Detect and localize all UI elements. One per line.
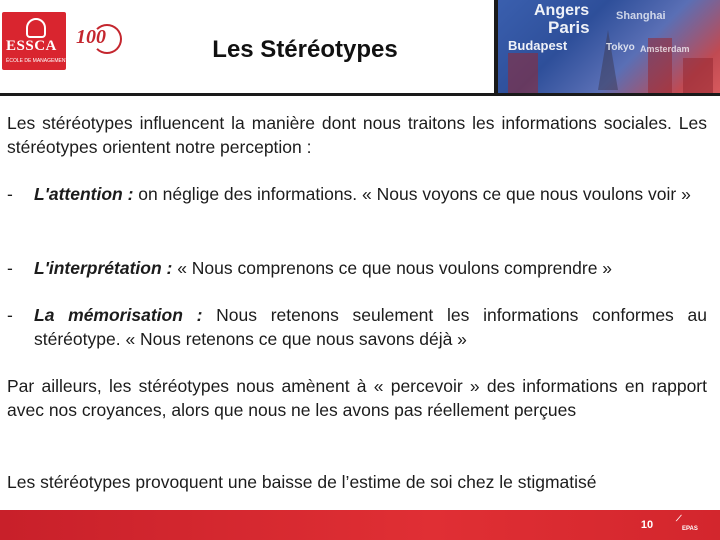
bullet-dash: - bbox=[7, 184, 13, 204]
list-item bbox=[7, 303, 707, 351]
anniversary-number: 100 bbox=[76, 26, 106, 48]
essca-logo-word: ESSCA bbox=[6, 38, 57, 54]
slide-header bbox=[0, 0, 720, 95]
bullet-body: « Nous comprenons ce que nous voulons comprendre » bbox=[172, 258, 613, 278]
slide-title: Les Stéréotypes bbox=[212, 36, 398, 63]
epas-label: EPAS bbox=[682, 526, 698, 532]
building-shape bbox=[508, 53, 538, 93]
bullet-term: L'interprétation : bbox=[34, 258, 173, 278]
banner-city: Budapest bbox=[508, 38, 568, 53]
anniversary-logo bbox=[74, 20, 118, 68]
paragraph-self-esteem: Les stéréotypes provoquent une baisse de l’estime de soi chez le stigmatisé bbox=[7, 472, 597, 492]
building-shape bbox=[683, 58, 713, 93]
epas-logo bbox=[670, 514, 714, 536]
bullet-dash: - bbox=[7, 258, 13, 278]
bullet-text bbox=[34, 303, 707, 351]
page-number: 10 bbox=[640, 519, 654, 531]
bullet-term: L'attention : bbox=[34, 184, 134, 204]
banner-city: Amsterdam bbox=[640, 44, 690, 54]
bullet-text bbox=[34, 256, 707, 280]
header-divider bbox=[0, 93, 720, 96]
essca-logo-subtitle: ÉCOLE DE MANAGEMENT bbox=[6, 58, 69, 64]
banner-city: Angers bbox=[534, 2, 590, 19]
intro-paragraph: Les stéréotypes influencent la manière dont nous traitons les informations sociales. Les stéréotypes orientent notre perception : bbox=[7, 113, 707, 157]
cities-banner-image bbox=[494, 0, 720, 93]
banner-city: Tokyo bbox=[606, 42, 635, 53]
banner-city: Shanghai bbox=[616, 10, 666, 22]
swoosh-icon: ⟋ bbox=[676, 514, 682, 523]
slide-footer bbox=[0, 510, 720, 540]
essca-logo bbox=[2, 12, 69, 70]
bullet-text bbox=[34, 182, 707, 206]
bullet-body: on néglige des informations. « Nous voyons ce que nous voulons voir » bbox=[133, 184, 691, 204]
paragraph-beliefs: Par ailleurs, les stéréotypes nous amènent à « percevoir » des informations en rapport avec nos croyances, alors que nous ne les avons pas réellement perçues bbox=[7, 376, 707, 420]
eiffel-tower-shape bbox=[598, 30, 618, 90]
list-item bbox=[7, 256, 707, 280]
bullet-dash: - bbox=[7, 305, 13, 325]
list-item bbox=[7, 182, 707, 206]
crest-icon bbox=[26, 18, 46, 38]
bullet-body: Nous retenons seulement les informations conformes au stéréotype. « Nous retenons ce que nous savons déjà » bbox=[34, 305, 707, 349]
banner-city: Paris bbox=[548, 18, 590, 37]
bullet-term: La mémorisation : bbox=[34, 305, 203, 325]
